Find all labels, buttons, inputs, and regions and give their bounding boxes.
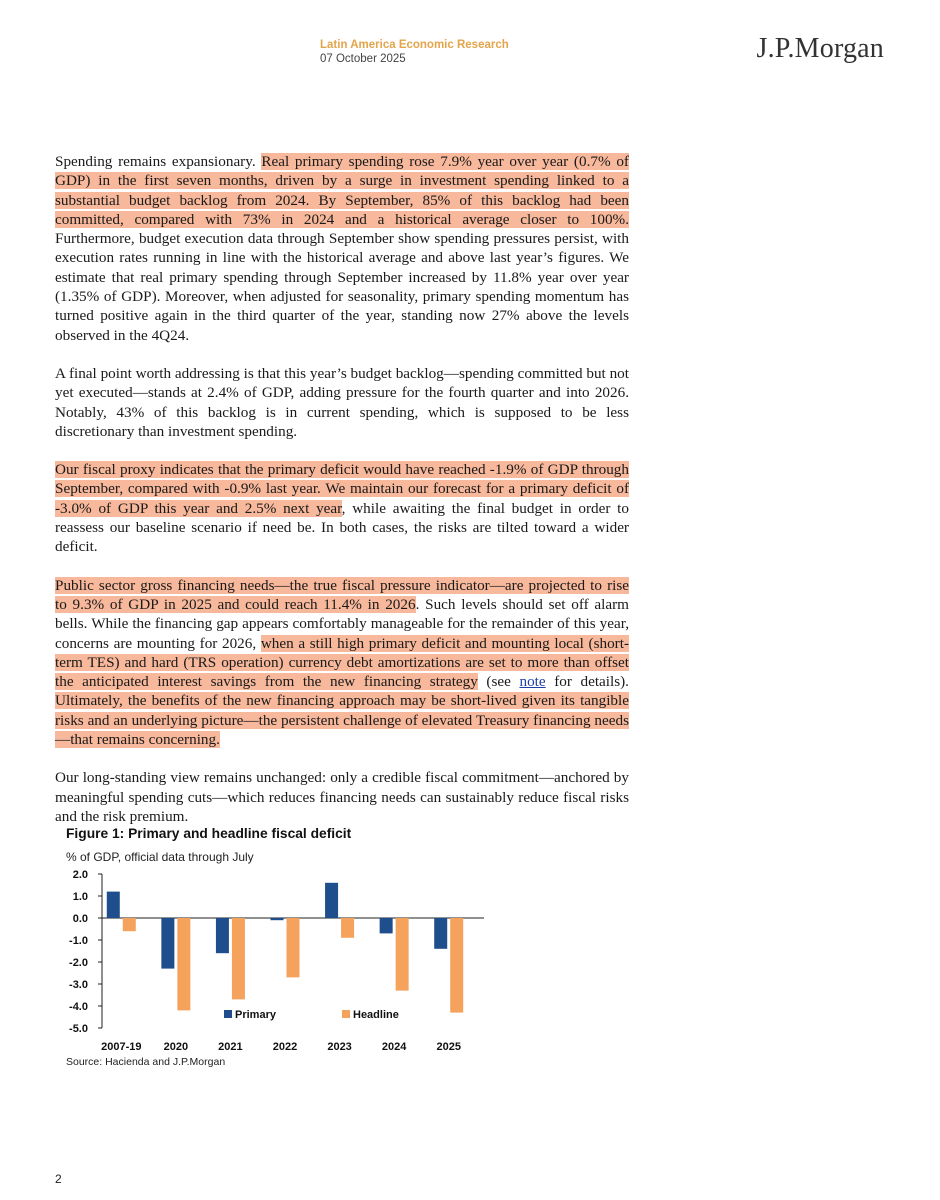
paragraph [55, 364, 629, 441]
text-run: . Such levels should set off alarm bells. While the financing gap appears comfortably manageable for the remainder of this year, concerns are mounting for 2026, [55, 595, 629, 652]
page-number: 2 [55, 1172, 62, 1186]
figure-subtitle: % of GDP, official data through July [66, 850, 254, 864]
paragraph [55, 460, 629, 556]
paragraph [55, 152, 629, 345]
x-category-label: 2024 [381, 1041, 407, 1053]
y-tick-label: -1.0 [69, 935, 88, 947]
x-category-label: 2021 [218, 1041, 243, 1053]
paragraph [55, 768, 629, 826]
highlighted-text: Public sector gross financing needs—the true fiscal pressure indicator—are projected to rise to 9.3% of GDP in 2025 and could reach 11.4% in 2026 [55, 576, 629, 613]
note-link[interactable]: note [519, 673, 546, 691]
department-name: Latin America Economic Research [320, 39, 509, 51]
bar-primary-2023 [325, 883, 338, 918]
y-tick-label: -4.0 [69, 1001, 88, 1013]
text-run: (see [477, 673, 520, 691]
jpmorgan-logo: J.P.Morgan [756, 33, 884, 64]
x-category-label: 2007-19 [101, 1041, 142, 1053]
legend-swatch-primary [224, 1010, 232, 1018]
bar-headline-2025 [450, 918, 463, 1013]
highlighted-text: Real primary spending rose 7.9% year over year (0.7% of GDP) in the first seven months, driven by a surge in investment spending linked to a substantial budget backlog from 2024. By September, 85% of this backlog had been committed, compared with 73% in 2024 and a historical average closer to 100%. [55, 153, 629, 228]
y-tick-label: -5.0 [69, 1023, 88, 1035]
text-run: for details). [545, 673, 629, 691]
x-category-label: 2025 [436, 1041, 461, 1053]
body-text [55, 152, 629, 845]
text-run: Furthermore, budget execution data through September show spending pressures persist, with execution rates running in line with the historical average and above last year’s figures. We estimate that real primary spending through September increased by 11.8% year over year (1.35% of GDP). Moreover, when adjusted for seasonality, primary spending momentum has turned positive again in the third quarter of the year, standing now 27% above the levels observed in the 4Q24. [55, 230, 629, 344]
highlighted-text: Our fiscal proxy indicates that the primary deficit would have reached -1.9% of GDP through September, compared with -0.9% last year. We maintain our forecast for a primary deficit of -3.0% of GDP this year and 2.5% next year [55, 461, 629, 517]
bar-primary-2025 [434, 918, 447, 949]
x-category-label: 2023 [327, 1041, 352, 1053]
text-run: , while awaiting the final budget in order to reassess our baseline scenario if need be. In both cases, the risks are tilted toward a wider deficit. [55, 499, 629, 556]
bar-primary-2020 [161, 918, 174, 969]
legend-label-primary: Primary [235, 1009, 276, 1021]
bar-headline-2020 [177, 918, 190, 1010]
y-tick-label: 1.0 [72, 891, 88, 903]
legend-swatch-headline [342, 1010, 350, 1018]
text-run: A final point worth addressing is that this year’s budget backlog—spending committed but not yet executed—stands at 2.4% of GDP, adding pressure for the fourth quarter and into 2026. Notably, 43% of this backlog is in current spending, which is supposed to be less discretionary than investment spending. [55, 364, 629, 440]
bar-headline-2021 [232, 918, 245, 999]
bar-primary-2007-19 [107, 892, 120, 918]
y-tick-label: -3.0 [69, 979, 88, 991]
bar-primary-2022 [271, 918, 284, 920]
highlighted-text: Ultimately, the benefits of the new financing approach may be short-lived given its tangible risks and an underlying picture—the persistent challenge of elevated Treasury financing needs—that remains concerning. [55, 692, 629, 749]
text-run: Spending remains expansionary. [55, 153, 262, 170]
bar-headline-2022 [287, 918, 300, 977]
bar-primary-2024 [380, 918, 393, 933]
y-tick-label: -2.0 [69, 957, 88, 969]
y-tick-label: 2.0 [72, 869, 88, 881]
bar-primary-2021 [216, 918, 229, 953]
report-header [320, 38, 509, 66]
x-category-label: 2022 [272, 1041, 298, 1053]
report-date: 07 October 2025 [320, 53, 406, 65]
x-category-label: 2020 [163, 1041, 189, 1053]
bar-headline-2023 [341, 918, 354, 938]
figure-title: Figure 1: Primary and headline fiscal deficit [66, 826, 352, 841]
figure-source: Source: Hacienda and J.P.Morgan [66, 1056, 226, 1068]
bar-headline-2007-19 [123, 918, 136, 931]
bar-headline-2024 [396, 918, 409, 991]
legend-label-headline: Headline [353, 1009, 399, 1021]
text-run: Our long-standing view remains unchanged: only a credible fiscal commitment—anchored by meaningful spending cuts—which reduces financing needs can sustainably reduce fiscal risks and the risk premium. [55, 769, 629, 825]
highlighted-text: when a still high primary deficit and mounting local (short-term TES) and hard (TRS operation) currency debt amortizations are set to more than offset the anticipated interest savings from the new financing strategy [55, 634, 629, 691]
y-tick-label: 0.0 [72, 913, 88, 925]
paragraph [55, 576, 629, 750]
fiscal-deficit-chart [66, 866, 496, 1056]
